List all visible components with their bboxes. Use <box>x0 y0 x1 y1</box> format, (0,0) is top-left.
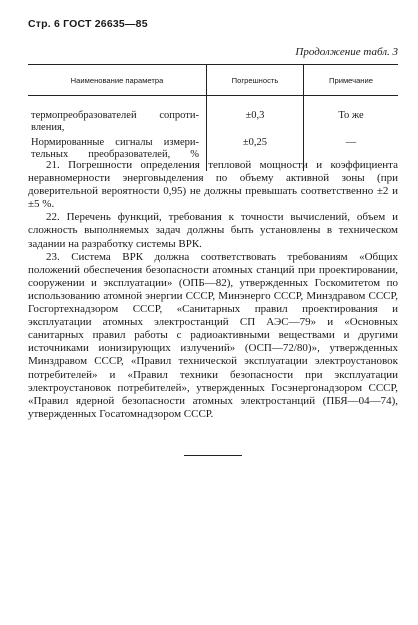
parameters-table <box>28 64 398 171</box>
body-text <box>28 159 398 421</box>
table-continuation-label: Продолжение табл. 3 <box>295 46 398 58</box>
paragraph-21: 21. Погрешности определения тепловой мощности и коэффициента неравномерности энерговыделения по объему активной зоны (при доверительной вероятности 0,95) не должны превышать соответственно ±2 и ±5 %. <box>28 159 398 211</box>
parameter-line: вления, <box>31 122 65 133</box>
table-row <box>28 96 398 136</box>
parameter-line: Нормированные сигналы измери- <box>31 137 199 148</box>
column-header-note: Примечание <box>304 65 399 96</box>
note-cell: То же <box>304 96 399 136</box>
parameter-line: тельных преобразователей, % <box>31 149 199 160</box>
table-header-row <box>28 65 398 96</box>
paragraph-22: 22. Перечень функций, требования к точности вычислений, объем и сложность выполняемых задач должны быть установлены в техническом задании на разработку системы ВРК. <box>28 211 398 250</box>
end-rule <box>184 455 242 456</box>
error-cell: ±0,25 <box>207 135 304 171</box>
page-header: Стр. 6 ГОСТ 26635—85 <box>28 18 148 30</box>
error-cell: ±0,3 <box>207 96 304 136</box>
parameter-cell <box>28 96 207 136</box>
note-cell: — <box>304 135 399 171</box>
paragraph-23: 23. Система ВРК должна соответствовать требованиям «Общих положений обеспечения безопасности атомных станций при проектировании, сооружении и эксплуатации» (ОПБ—82), утвержденных Госкомитетом по использованию атомной энергии СССР, Минэнерго СССР, Минздравом СССР, Госгортехнадзором СССР, «Санитарных правил проектирования и эксплуатации атомных электростанций СП АЭС—79» и «Основных санитарных правил работы с радиоактивными веществами и другими источниками ионизирующих излучений» (ОСП—72/80)», утвержденных Минздравом СССР, «Правил технической эксплуатации электроустановок потребителей» и «Правил техники безопасности при эксплуатации электроустановок потребителей», утвержденных Госэнергонадзором СССР, «Правил ядерной безопасности атомных электростанций (ПБЯ—04—74), утвержденных Госатомнадзором СССР. <box>28 250 398 420</box>
column-header-error: Погрешность <box>207 65 304 96</box>
column-header-parameter: Наименование параметра <box>28 65 207 96</box>
parameter-line: термопреобразователей сопроти- <box>31 110 199 121</box>
